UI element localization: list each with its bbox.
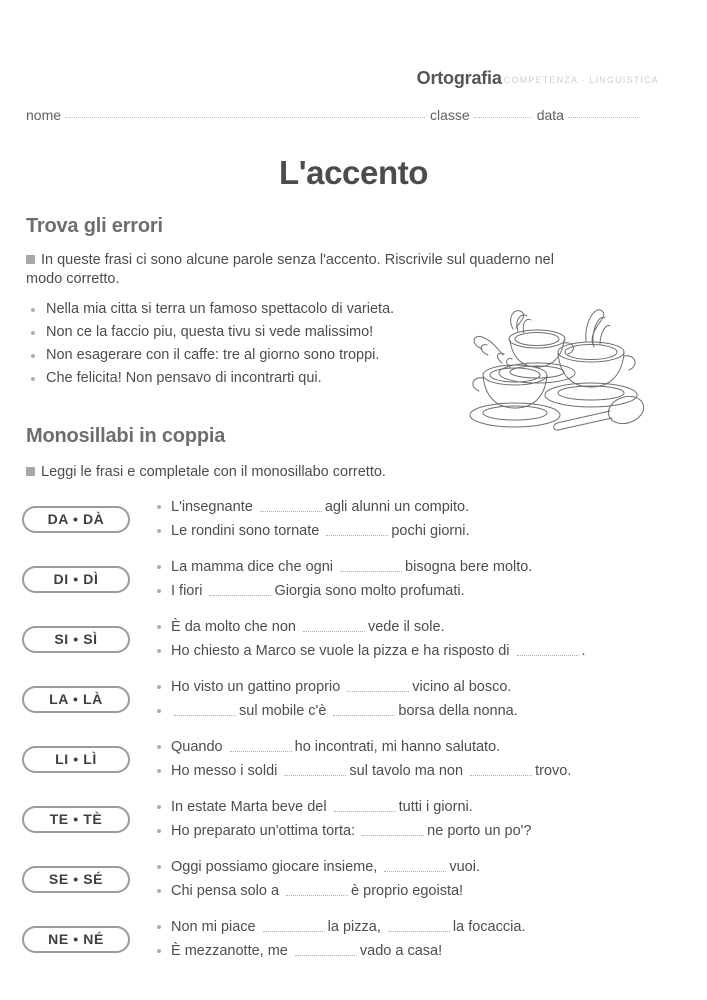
cup-rim-inner [565, 345, 617, 360]
sentence-text: Ho preparato un'ottima torta: [171, 823, 356, 839]
fill-in-blank[interactable] [470, 764, 532, 776]
fill-in-blank[interactable] [340, 560, 402, 572]
sentence-text: È mezzanotte, me [171, 943, 288, 959]
list-item: Nella mia citta si terra un famoso spettacolo di varieta. [30, 298, 470, 321]
sentence-text: sul tavolo ma non [349, 763, 464, 779]
sentence-text: Le rondini sono tornate [171, 523, 320, 539]
sentence-text: trovo. [535, 763, 572, 779]
saucer [470, 403, 560, 427]
fill-in-blank[interactable] [230, 740, 292, 752]
fill-in-blank[interactable] [384, 860, 446, 872]
fill-in-blank[interactable] [303, 620, 365, 632]
list-item [157, 759, 692, 783]
cup-rim-inner [515, 333, 559, 346]
sentence-text: Giorgia sono molto profumati. [274, 583, 465, 599]
steam-line [474, 336, 503, 355]
cup-handle [473, 378, 483, 391]
sentence-text: L'insegnante [171, 499, 253, 515]
list-item [157, 615, 692, 639]
section-heading-trova-gli-errori: Trova gli errori [26, 215, 163, 237]
list-item [157, 939, 692, 963]
sentence-text: Quando [171, 739, 223, 755]
list-item [157, 519, 692, 543]
monosyllable-pair-pill: LI • LÌ [22, 746, 130, 773]
sentence-text: agli alunni un compito. [324, 499, 470, 515]
list-item [157, 579, 692, 603]
steam-line [517, 315, 527, 331]
date-blank[interactable] [568, 116, 640, 118]
list-item [157, 915, 692, 939]
section-heading-monosillabi-in-coppia: Monosillabi in coppia [26, 425, 226, 447]
sentence-text: ne porto un po'? [427, 823, 532, 839]
list-item [157, 639, 692, 663]
fill-in-blank[interactable] [295, 944, 357, 956]
exercise-row [22, 909, 692, 969]
exercise-sentence-list [157, 555, 692, 603]
list-item [157, 495, 692, 519]
class-blank[interactable] [474, 116, 532, 118]
monosyllable-pair-pill: SE • SÉ [22, 866, 130, 893]
sentence-text: Chi pensa solo a [171, 883, 280, 899]
fill-in-blank[interactable] [362, 824, 424, 836]
fill-in-blank[interactable] [174, 704, 236, 716]
list-item [157, 795, 692, 819]
list-item [157, 855, 692, 879]
monosyllable-pair-pill: DI • DÌ [22, 566, 130, 593]
sentence-text: la pizza, [327, 919, 381, 935]
name-blank[interactable] [65, 116, 425, 118]
list-item: Non ce la faccio piu, questa tivu si vede malissimo! [30, 321, 470, 344]
class-label: classe [430, 107, 470, 123]
fill-in-blank[interactable] [388, 920, 450, 932]
cup-handle [624, 356, 635, 370]
sentence-text: Ho chiesto a Marco se vuole la pizza e ha risposto di [171, 643, 510, 659]
exercise-row [22, 609, 692, 669]
exercise-row [22, 849, 692, 909]
sentence-text: la focaccia. [452, 919, 526, 935]
exercise-sentence-list [157, 495, 692, 543]
spoon-handle [554, 411, 612, 430]
section1-instruction-text: In queste frasi ci sono alcune parole senza l'accento. Riscrivile sul quaderno nel modo corretto. [26, 252, 554, 287]
sentence-text: ho incontrati, mi hanno salutato. [294, 739, 501, 755]
sentence-text: Oggi possiamo giocare insieme, [171, 859, 378, 875]
fill-in-blank[interactable] [286, 884, 348, 896]
fill-in-blank[interactable] [260, 500, 322, 512]
sentence-text: pochi giorni. [391, 523, 470, 539]
exercise-sentence-list [157, 615, 692, 663]
list-item [157, 735, 692, 759]
exercise-sentence-list [157, 735, 692, 783]
sentence-text: È da molto che non [171, 619, 296, 635]
steam-line [481, 345, 488, 355]
fill-in-blank[interactable] [333, 704, 395, 716]
exercise-row [22, 669, 692, 729]
cup-body [558, 353, 624, 387]
exercise-row [22, 729, 692, 789]
fill-in-blank[interactable] [326, 524, 388, 536]
name-label: nome [26, 107, 62, 123]
sentence-text: vado a casa! [359, 943, 443, 959]
square-bullet-icon [26, 467, 35, 476]
sentence-text: è proprio egoista! [351, 883, 464, 899]
fill-in-blank[interactable] [347, 680, 409, 692]
date-label: data [536, 107, 564, 123]
subject-label: Ortografia [416, 68, 502, 88]
fill-in-blank[interactable] [263, 920, 325, 932]
list-item [157, 555, 692, 579]
sentence-text: bisogna bere molto. [405, 559, 533, 575]
exercise-rows [22, 489, 692, 969]
monosyllable-pair-pill: TE • TÈ [22, 806, 130, 833]
list-item: Non esagerare con il caffe: tre al giorno sono troppi. [30, 344, 470, 367]
sentence-text: In estate Marta beve del [171, 799, 327, 815]
sentence-text: Ho visto un gattino proprio [171, 679, 341, 695]
exercise-row [22, 489, 692, 549]
sentence-text: vede il sole. [367, 619, 445, 635]
sentence-text: I fiori [171, 583, 203, 599]
exercise-sentence-list [157, 675, 692, 723]
sentence-text: tutti i giorni. [398, 799, 473, 815]
monosyllable-pair-pill: DA • DÀ [22, 506, 130, 533]
section2-instruction-text: Leggi le frasi e completale con il monosillabo corretto. [41, 464, 386, 480]
square-bullet-icon [26, 255, 35, 264]
subject-faded-text: COMPETENZA · LINGUISTICA [503, 75, 659, 85]
list-item [157, 879, 692, 903]
section1-instruction [26, 251, 578, 289]
monosyllable-pair-pill: NE • NÉ [22, 926, 130, 953]
list-item [157, 675, 692, 699]
fill-in-blank[interactable] [334, 800, 396, 812]
sentence-text: borsa della nonna. [398, 703, 518, 719]
sentence-text: vicino al bosco. [412, 679, 512, 695]
list-item [157, 819, 692, 843]
sentence-text: . [581, 643, 586, 659]
saucer-inner [558, 386, 624, 400]
fill-in-blank[interactable] [517, 644, 579, 656]
exercise-sentence-list [157, 915, 692, 963]
list-item: Che felicita! Non pensavo di incontrarti qui. [30, 367, 470, 390]
monosyllable-pair-pill: LA • LÀ [22, 686, 130, 713]
sentence-text: vuoi. [449, 859, 480, 875]
exercise-sentence-list [157, 795, 692, 843]
worksheet-subject-header [417, 68, 659, 89]
exercise-row [22, 549, 692, 609]
sentence-text: Ho messo i soldi [171, 763, 278, 779]
sentence-text: La mamma dice che ogni [171, 559, 333, 575]
fill-in-blank[interactable] [284, 764, 346, 776]
section2-instruction [26, 463, 546, 482]
fill-in-blank[interactable] [209, 584, 271, 596]
section1-sentence-list [30, 298, 470, 390]
monosyllable-pair-pill: SI • SÌ [22, 626, 130, 653]
student-id-line [26, 107, 564, 123]
exercise-row [22, 789, 692, 849]
list-item [157, 699, 692, 723]
page-title: L'accento [278, 154, 429, 191]
exercise-sentence-list [157, 855, 692, 903]
spoon-bowl [605, 392, 647, 428]
sentence-text: Non mi piace [171, 919, 256, 935]
sentence-text: sul mobile c'è [239, 703, 327, 719]
coffee-cups-illustration [458, 285, 702, 437]
